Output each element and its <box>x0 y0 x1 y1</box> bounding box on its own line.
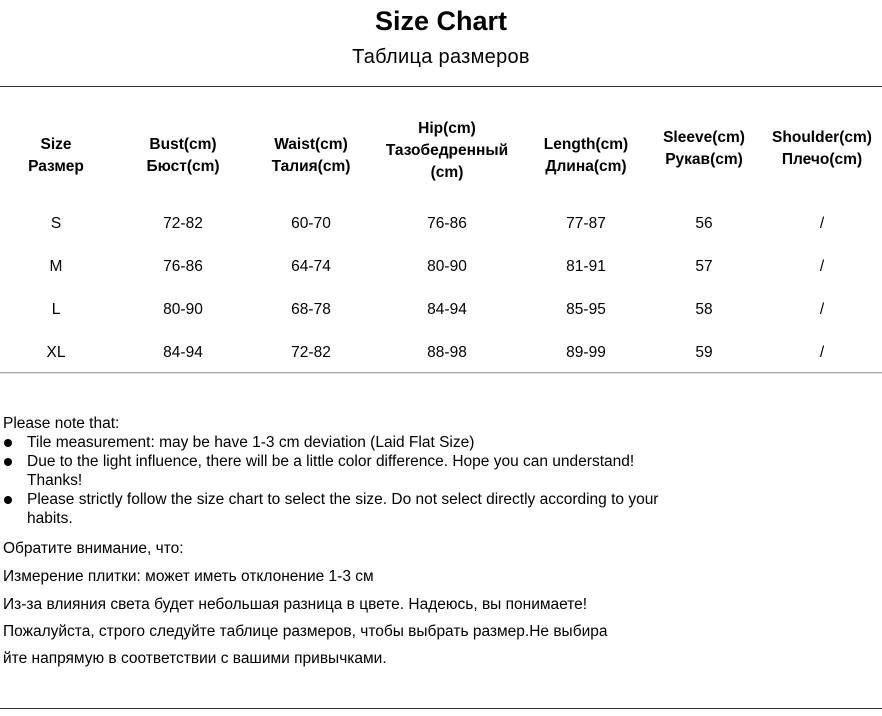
header-shoulder <box>762 110 882 202</box>
notes-section <box>3 414 693 528</box>
table-divider <box>0 372 882 374</box>
table-row <box>0 245 882 288</box>
notes-list <box>3 433 693 528</box>
cell-size: XL <box>46 343 66 361</box>
header-hip <box>368 110 526 202</box>
ru-note-line: йте напрямую в соответствии с вашими привычками. <box>3 650 387 667</box>
top-divider <box>0 86 882 87</box>
ru-note-line: Из-за влияния света будет небольшая разница в цвете. Надеюсь, вы понимаете! <box>3 596 588 613</box>
cell-bust: 72-82 <box>163 214 203 232</box>
page-title: Size Chart <box>374 6 508 36</box>
header-shoulder-en: Shoulder(cm) <box>772 129 872 146</box>
header-waist-en: Waist(cm) <box>274 136 348 153</box>
cell-length: 81-91 <box>566 257 606 275</box>
cell-hip: 88-98 <box>427 343 467 361</box>
bullet-icon <box>4 458 12 466</box>
header-size <box>0 110 112 202</box>
page-subtitle: Таблица размеров <box>352 46 530 68</box>
cell-hip: 76-86 <box>427 214 467 232</box>
cell-waist: 64-74 <box>291 257 331 275</box>
header-size-en: Size <box>40 136 72 153</box>
cell-bust: 76-86 <box>163 257 203 275</box>
note-text: Due to the light influence, there will be a little color difference. Hope you can understand! Thanks! <box>27 453 635 489</box>
cell-sleeve: 56 <box>695 214 713 232</box>
header-sleeve <box>646 110 762 202</box>
cell-length: 77-87 <box>566 214 606 232</box>
note-text: Tile measurement: may be have 1-3 cm deviation (Laid Flat Size) <box>27 434 475 451</box>
size-table <box>0 110 882 374</box>
header-sleeve-en: Sleeve(cm) <box>663 129 745 146</box>
note-text: Please strictly follow the size chart to select the size. Do not select directly according to your habits. <box>27 491 659 527</box>
header-bust-en: Bust(cm) <box>149 136 217 153</box>
cell-shoulder: / <box>819 257 825 275</box>
notes-title: Please note that: <box>3 415 120 432</box>
header-length-ru: Длина(cm) <box>545 158 627 175</box>
bullet-icon <box>4 439 12 447</box>
cell-waist: 60-70 <box>291 214 331 232</box>
table-header-row <box>0 110 882 202</box>
list-item <box>3 490 693 528</box>
cell-hip: 80-90 <box>427 257 467 275</box>
cell-length: 85-95 <box>566 300 606 318</box>
ru-note-line: Пожалуйста, строго следуйте таблице размеров, чтобы выбрать размер.Не выбира <box>3 623 608 640</box>
header-length <box>526 110 646 202</box>
cell-shoulder: / <box>819 214 825 232</box>
header-hip-en: Hip(cm) <box>418 120 476 137</box>
header-bust-ru: Бюст(cm) <box>146 158 220 175</box>
cell-shoulder: / <box>819 300 825 318</box>
table-row <box>0 202 882 245</box>
list-item <box>3 452 693 490</box>
header-sleeve-ru: Рукав(cm) <box>665 151 743 168</box>
cell-bust: 80-90 <box>163 300 203 318</box>
header-hip-ru: Тазобедренный <box>385 142 509 159</box>
table-row <box>0 331 882 374</box>
ru-note-line: Измерение плитки: может иметь отклонение 1-3 см <box>3 568 374 585</box>
list-item <box>3 433 693 452</box>
cell-hip: 84-94 <box>427 300 467 318</box>
cell-bust: 84-94 <box>163 343 203 361</box>
cell-waist: 68-78 <box>291 300 331 318</box>
cell-sleeve: 58 <box>695 300 713 318</box>
header-hip-unit: (cm) <box>430 164 464 181</box>
bottom-divider <box>0 708 882 709</box>
cell-shoulder: / <box>819 343 825 361</box>
cell-size: M <box>49 257 63 275</box>
header-bust <box>112 110 254 202</box>
cell-sleeve: 57 <box>695 257 713 275</box>
table-row <box>0 288 882 331</box>
header-size-ru: Размер <box>28 158 84 175</box>
header-shoulder-ru: Плечо(cm) <box>781 151 863 168</box>
cell-size: L <box>51 300 61 318</box>
cell-size: S <box>50 214 62 232</box>
header-length-en: Length(cm) <box>543 136 629 153</box>
header-waist-ru: Талия(cm) <box>271 158 351 175</box>
cell-length: 89-99 <box>566 343 606 361</box>
header-waist <box>254 110 368 202</box>
ru-notes-title: Обратите внимание, что: <box>3 540 184 557</box>
cell-sleeve: 59 <box>695 343 713 361</box>
cell-waist: 72-82 <box>291 343 331 361</box>
bullet-icon <box>4 496 12 504</box>
